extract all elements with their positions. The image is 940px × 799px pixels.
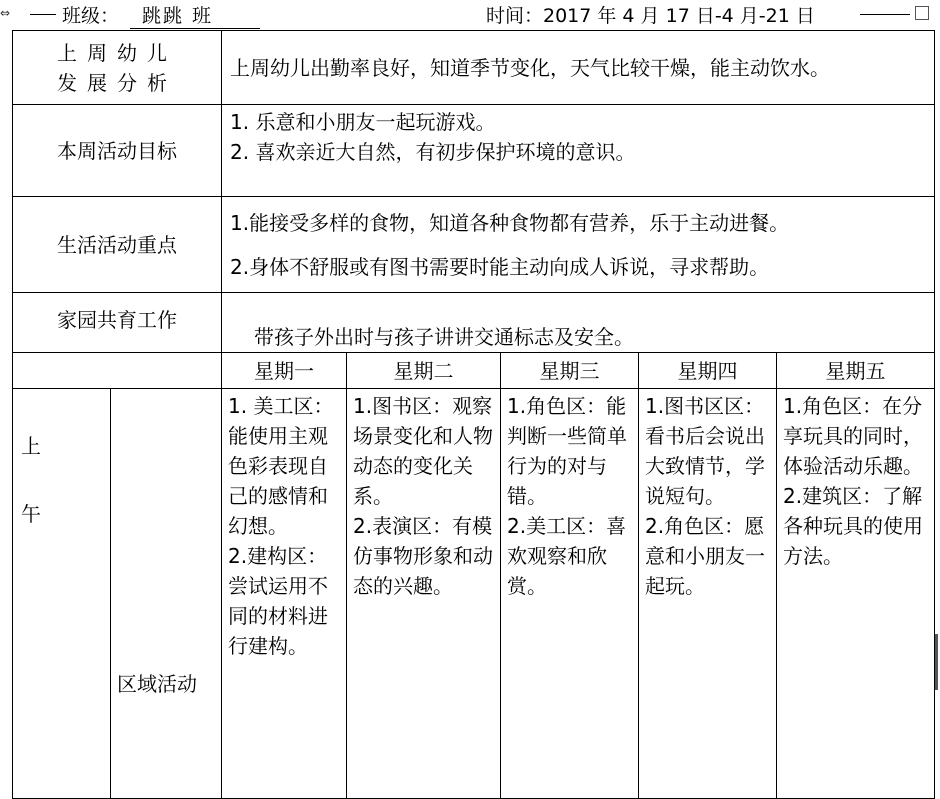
table-row [13, 31, 935, 105]
header-tail-line [860, 14, 910, 15]
home-school-label: 家园共育工作 [13, 293, 222, 353]
table-row [13, 197, 935, 293]
goals-label: 本周活动目标 [13, 105, 222, 197]
home-school-content: 带孩子外出时与孩子讲讲交通标志及安全。 [222, 293, 935, 353]
day-header-monday: 星期一 [222, 353, 347, 389]
activity-item: 2.表演区：有模仿事物形象和动态的兴趣。 [353, 514, 493, 598]
day-header-wednesday: 星期三 [501, 353, 639, 389]
activity-item: 2.角色区：愿意和小朋友一起玩。 [645, 514, 765, 598]
last-week-label-cell [13, 31, 222, 105]
wednesday-activities [501, 389, 639, 799]
friday-activities [777, 389, 935, 799]
day-header-friday: 星期五 [777, 353, 935, 389]
blank-corner-cell [13, 353, 222, 389]
table-row [13, 105, 935, 197]
last-week-label-line1: 上周幼儿 [57, 40, 177, 65]
page-header [0, 0, 940, 30]
weekly-plan-table [12, 30, 935, 799]
activity-item: 1.角色区：在分享玩具的同时，体验活动乐趣。 [783, 394, 923, 478]
class-label: 班级： [62, 5, 120, 27]
class-name: 跳跳 班 [130, 1, 260, 29]
activity-item: 1. 美工区：能使用主观色彩表现自己的感情和幻想。 [228, 394, 334, 538]
morning-area-row [13, 389, 935, 799]
last-week-content: 上周幼儿出勤率良好，知道季节变化，天气比较干燥，能主动饮水。 [222, 31, 935, 105]
activity-item: 2.建构区：尝试运用不同的材料进行建构。 [228, 544, 328, 658]
last-week-label-line2: 发展分析 [57, 70, 177, 95]
activity-item: 1.角色区：能判断一些简单行为的对与错。 [507, 394, 627, 508]
activity-item: 1.图书区：观察场景变化和人物动态的变化关系。 [353, 394, 493, 508]
morning-label-cell [13, 389, 111, 799]
goals-content [222, 105, 935, 197]
table-row [13, 293, 935, 353]
goal-item: 2. 喜欢亲近大自然，有初步保护环境的意识。 [230, 140, 636, 164]
area-activity-label: 区域活动 [111, 389, 222, 799]
table-move-handle-icon[interactable]: ⇔ [0, 6, 11, 20]
day-header-thursday: 星期四 [639, 353, 777, 389]
weekday-header-row [13, 353, 935, 389]
header-lead-line [30, 14, 56, 15]
tuesday-activities [347, 389, 501, 799]
activity-item: 1.图书区区：看书后会说出大致情节，学说短句。 [645, 394, 765, 508]
day-header-tuesday: 星期二 [347, 353, 501, 389]
morning-label-char: 午 [21, 502, 41, 526]
life-focus-item: 2.身体不舒服或有图书需要时能主动向成人诉说，寻求帮助。 [230, 254, 770, 279]
life-focus-label: 生活活动重点 [13, 197, 222, 293]
goal-item: 1. 乐意和小朋友一起玩游戏。 [230, 110, 496, 134]
activity-item: 2.美工区：喜欢观察和欣赏。 [507, 514, 627, 598]
date-range: 时间：2017 年 4 月 17 日-4 月-21 日 [486, 5, 815, 27]
life-focus-item: 1.能接受多样的食物，知道各种食物都有营养，乐于主动进餐。 [230, 210, 790, 235]
table-resize-box-icon[interactable] [915, 6, 929, 20]
life-focus-content [222, 197, 935, 293]
thursday-activities [639, 389, 777, 799]
activity-item: 2.建筑区：了解各种玩具的使用方法。 [783, 484, 923, 568]
morning-label-char: 上 [21, 434, 41, 458]
monday-activities [222, 389, 347, 799]
